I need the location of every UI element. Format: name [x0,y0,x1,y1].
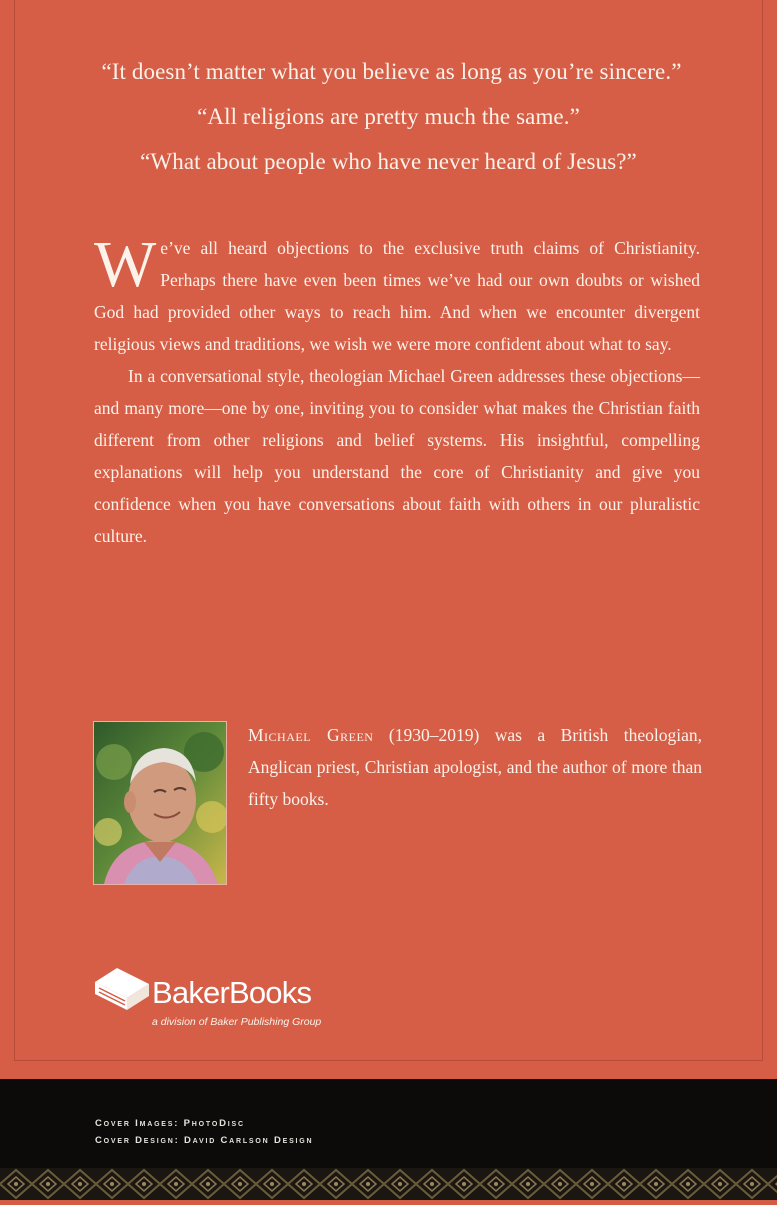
author-bio [248,719,702,815]
decorative-pattern-band [0,1168,777,1200]
paragraph-2: In a conversational style, theologian Michael Green addresses these objections—and many more—one by one, inviting you to consider what makes the Christian faith different from other religions and belief systems. His insightful, compelling explanations will help you understand the core of Christianity and give you confidence when you have conversations about faith with others in our pluralistic culture. [94,366,700,546]
author-name: Michael Green [248,725,374,745]
quote-3: “What about people who have never heard of Jesus?” [140,149,637,174]
paragraph-1-text: e’ve all heard objections to the exclusive truth claims of Christianity. Perhaps there have even been times we’ve had our own doubts or wished God had provided other ways to reach him. And when we encounter divergent religious views and traditions, we wish we were more confident about what to say. [94,238,700,354]
quote-1: “It doesn’t matter what you believe as long as you’re sincere.” [101,59,682,84]
frame-line [14,1060,763,1061]
publisher-name: BakerBooks [152,975,312,1010]
author-photo [93,721,227,885]
baker-books-logo-icon [93,962,153,1012]
description [94,228,700,552]
publisher-division: a division of Baker Publishing Group [152,1016,322,1028]
pull-quotes [0,58,777,193]
paragraph-1 [94,228,700,360]
drop-cap: W [94,228,157,301]
cover-design-credit: Cover Design: David Carlson Design [95,1135,314,1146]
author-bio-text: (1930–2019) was a British theologian, Anglican priest, Christian apologist, and the author of more than fifty books. [248,725,702,809]
cover-images-credit: Cover Images: PhotoDisc [95,1118,245,1129]
quote-2: “All religions are pretty much the same.” [197,104,580,129]
